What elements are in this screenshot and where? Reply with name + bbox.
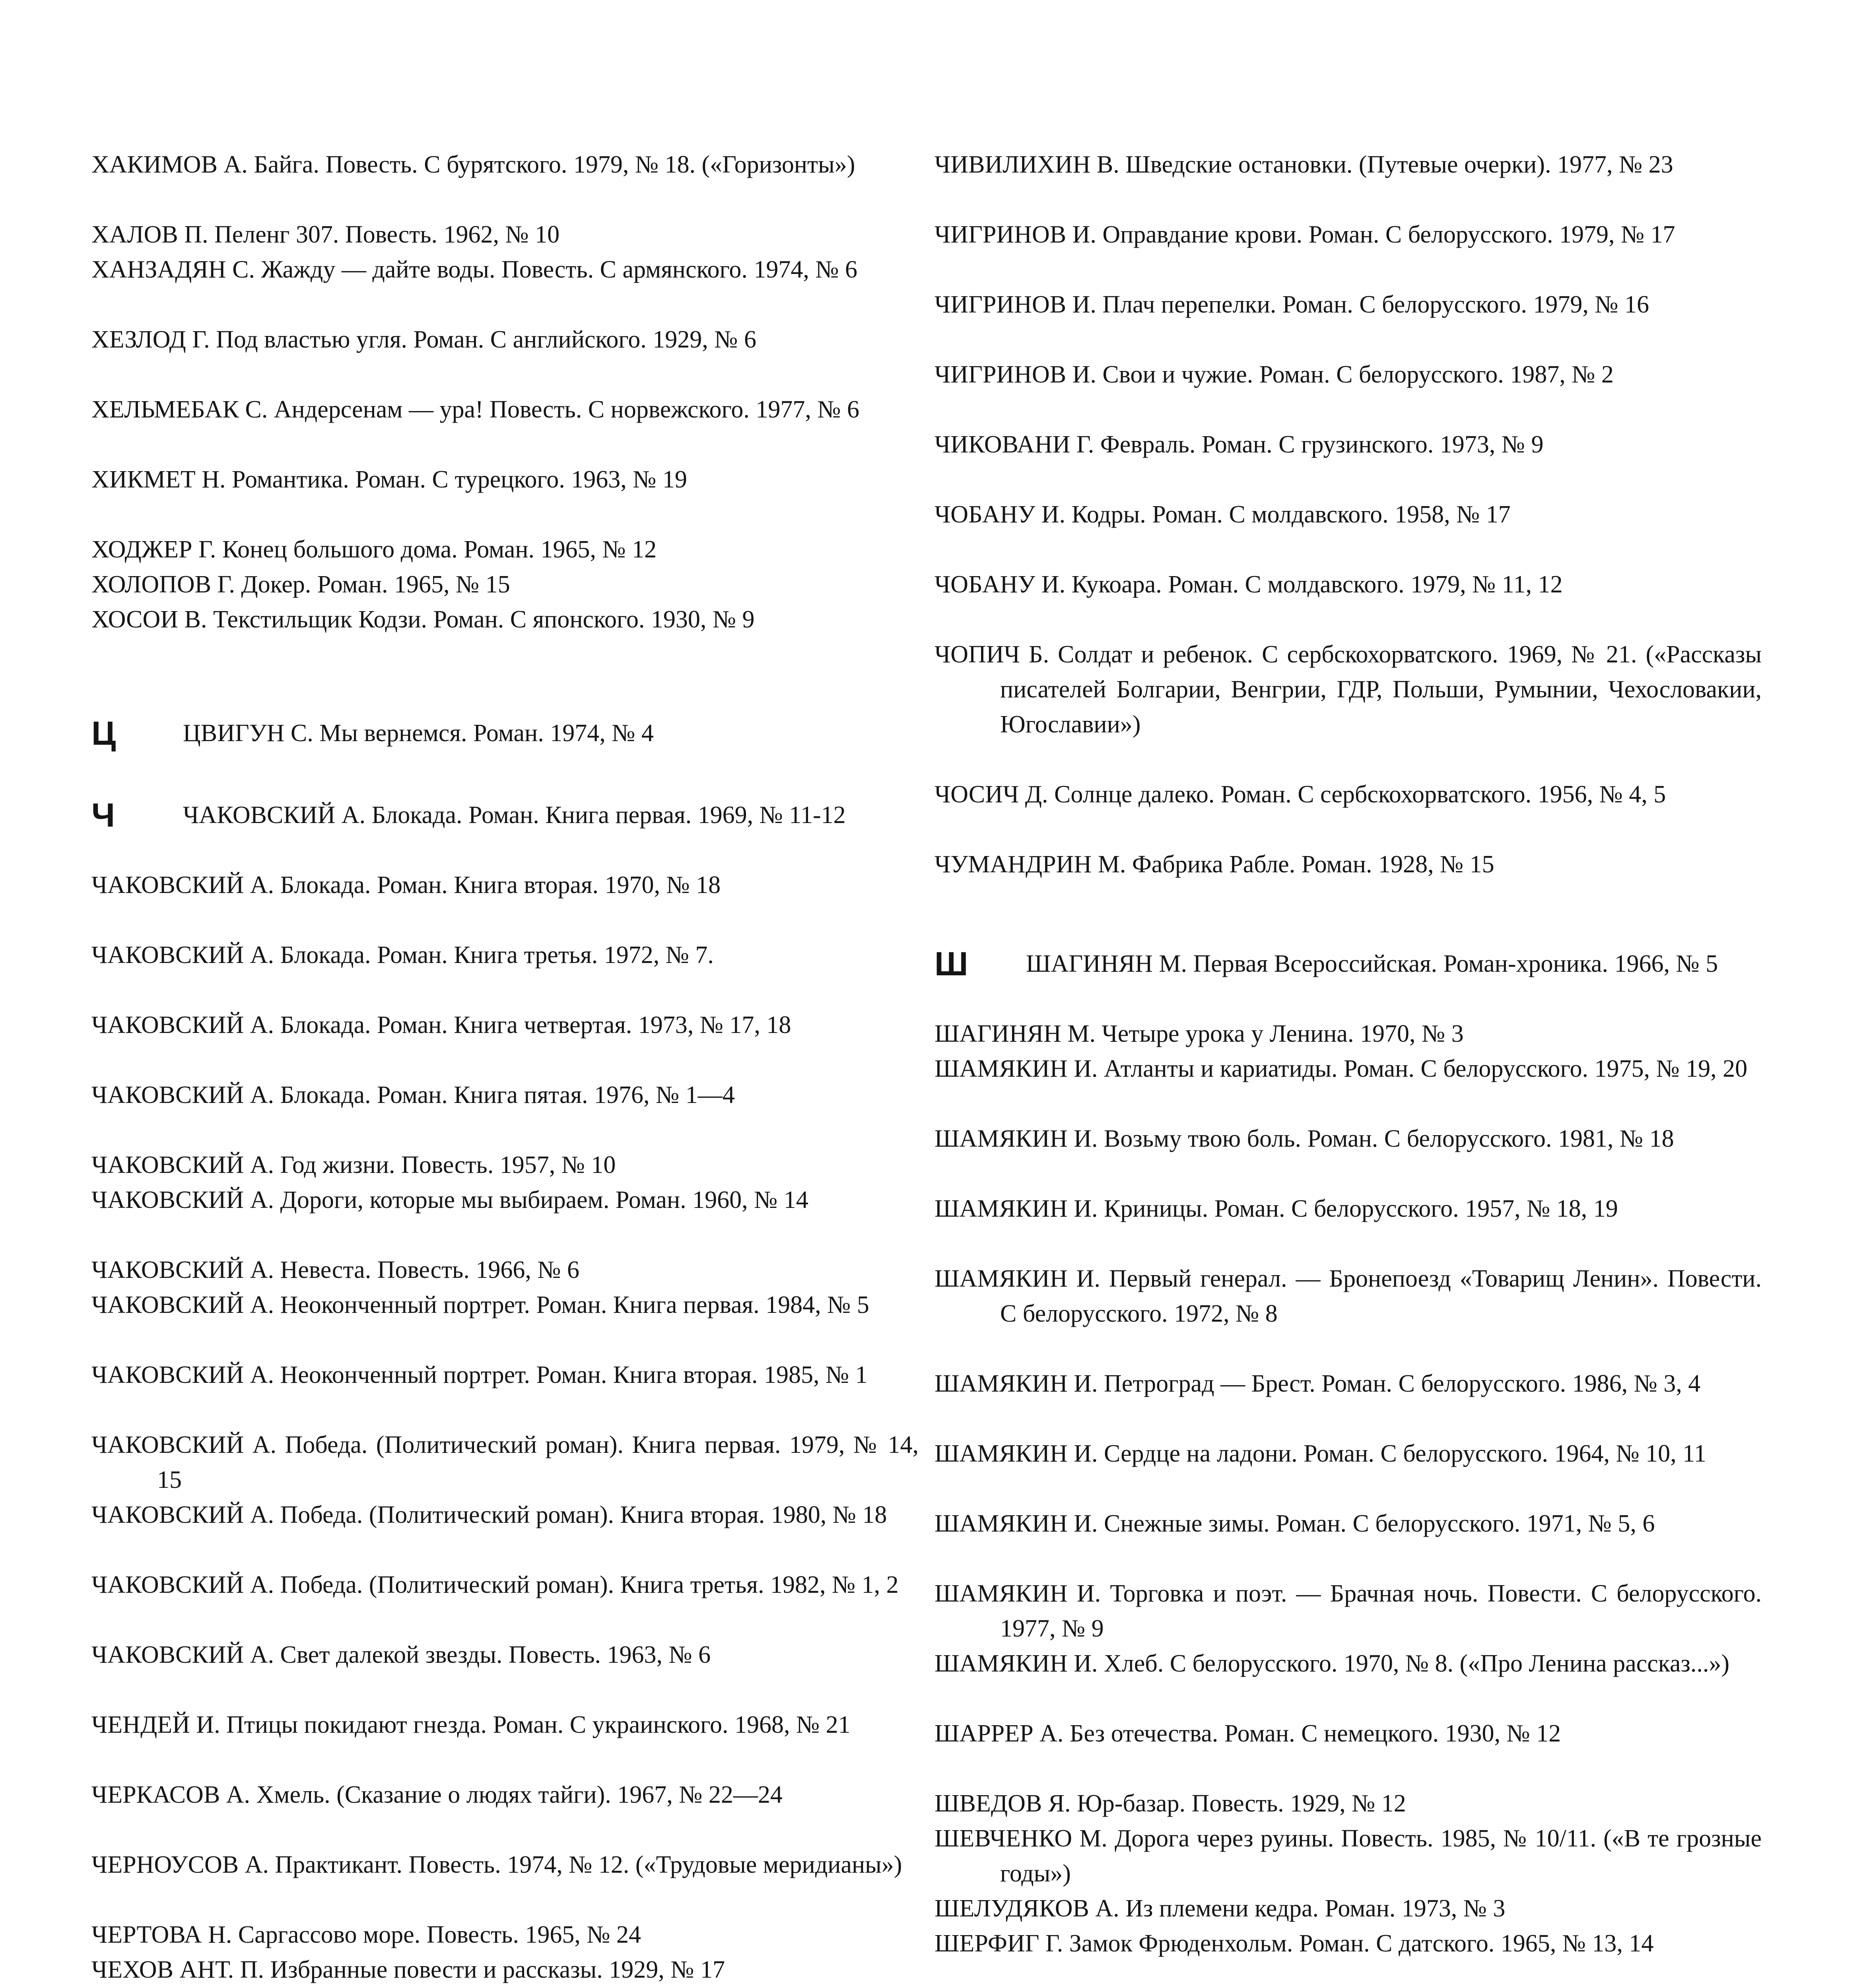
index-entry: ЧАКОВСКИЙ А. Блокада. Роман. Книга первая. 1969, № 11-12 [183, 802, 846, 829]
index-entry: ШАГИНЯН М. Первая Всероссийская. Роман-хроника. 1966, № 5 [1026, 950, 1718, 977]
index-entry: ШАМЯКИН И. Хлеб. С белорусского. 1970, № 8. («Про Ленина рассказ...») [934, 1650, 1730, 1677]
index-entry: ХОЛОПОВ Г. Докер. Роман. 1965, № 15 [91, 571, 510, 598]
index-entry: ЧАКОВСКИЙ А. Победа. (Политический роман). Книга первая. 1979, № 14, 15 [91, 1431, 919, 1493]
index-entry: ЧАКОВСКИЙ А. Неоконченный портрет. Роман. Книга вторая. 1985, № 1 [91, 1361, 868, 1388]
index-entry: ШАРРЕР А. Без отечества. Роман. С немецкого. 1930, № 12 [934, 1720, 1561, 1747]
index-entry: ШАМЯКИН И. Атланты и кариатиды. Роман. С белорусского. 1975, № 19, 20 [934, 1055, 1748, 1082]
index-entry: ЧЕХОВ АНТ. П. Избранные повести и рассказы. 1929, № 17 [91, 1956, 725, 1983]
index-entry: ЧИГРИНОВ И. Плач перепелки. Роман. С белорусского. 1979, № 16 [934, 291, 1649, 318]
index-entry: ЧИГРИНОВ И. Оправдание крови. Роман. С белорусского. 1979, № 17 [934, 221, 1675, 248]
index-entry: ЧАКОВСКИЙ А. Блокада. Роман. Книга третья. 1972, № 7. [91, 942, 714, 969]
index-entry: ШЕРФИГ Г. Замок Фрюденхольм. Роман. С датского. 1965, № 13, 14 [934, 1930, 1654, 1957]
index-entry: ХЕЗЛОД Г. Под властью угля. Роман. С английского. 1929, № 6 [91, 326, 756, 353]
index-entry: ХАЛОВ П. Пеленг 307. Повесть. 1962, № 10 [91, 221, 560, 248]
index-entry: ЧАКОВСКИЙ А. Блокада. Роман. Книга пятая. 1976, № 1—4 [91, 1081, 735, 1109]
index-entry: ШАМЯКИН И. Снежные зимы. Роман. С белорусского. 1971, № 5, 6 [934, 1510, 1655, 1537]
index-entry: ШАМЯКИН И. Первый генерал. — Бронепоезд «Товарищ Ленин». Повести. С белорусского. 1972, № 8 [934, 1265, 1762, 1327]
index-entry: ХОСОИ В. Текстильщик Кодзи. Роман. С японского. 1930, № 9 [91, 606, 755, 633]
index-entry: ЧАКОВСКИЙ А. Блокада. Роман. Книга четвертая. 1973, № 17, 18 [91, 1011, 791, 1039]
index-entry: ЧЕРНОУСОВ А. Практикант. Повесть. 1974, № 12. («Трудовые меридианы») [91, 1851, 902, 1878]
index-entry: ЧОБАНУ И. Кодры. Роман. С молдавского. 1958, № 17 [934, 501, 1511, 528]
index-entry: ШАМЯКИН И. Торговка и поэт. — Брачная ночь. Повести. С белорусского. 1977, № 9 [934, 1580, 1762, 1642]
index-entry: ЧЕРТОВА Н. Саргассово море. Повесть. 1965, № 24 [91, 1921, 641, 1948]
index-entry: ЧУМАНДРИН М. Фабрика Рабле. Роман. 1928, № 15 [934, 851, 1494, 878]
index-entry: ЧАКОВСКИЙ А. Год жизни. Повесть. 1957, № 10 [91, 1151, 616, 1178]
section-letter: Ч [91, 796, 115, 834]
index-entry: ЧЕНДЕЙ И. Птицы покидают гнезда. Роман. С украинского. 1968, № 21 [91, 1711, 851, 1738]
index-entry: ЧИГРИНОВ И. Свои и чужие. Роман. С белорусского. 1987, № 2 [934, 361, 1614, 388]
index-entry: ШАМЯКИН И. Петроград — Брест. Роман. С белорусского. 1986, № 3, 4 [934, 1370, 1701, 1397]
index-entry: ХЕЛЬМЕБАК С. Андерсенам — ура! Повесть. С норвежского. 1977, № 6 [91, 396, 860, 423]
index-entry: ЧОСИЧ Д. Солнце далеко. Роман. С сербскохорватского. 1956, № 4, 5 [934, 781, 1666, 808]
index-entry: ХОДЖЕР Г. Конец большого дома. Роман. 1965, № 12 [91, 536, 657, 563]
index-entry: ЧОПИЧ Б. Солдат и ребенок. С сербскохорватского. 1969, № 21. («Рассказы писателей Болгарии, Венгрии, ГДР, Польши, Румынии, Чехословакии, Югославии») [934, 641, 1762, 738]
index-entry: ЧАКОВСКИЙ А. Победа. (Политический роман). Книга вторая. 1980, № 18 [91, 1501, 887, 1528]
section-letter: Ш [934, 945, 968, 982]
index-entry: ШАГИНЯН М. Четыре урока у Ленина. 1970, № 3 [934, 1020, 1464, 1047]
index-entry: ЧЕРКАСОВ А. Хмель. (Сказание о людях тайги). 1967, № 22—24 [91, 1781, 783, 1808]
index-entry: ШЕВЧЕНКО М. Дорога через руины. Повесть. 1985, № 10/11. («В те грозные годы») [934, 1825, 1762, 1887]
index-entry: ШЕЛУДЯКОВ А. Из племени кедра. Роман. 1973, № 3 [934, 1895, 1506, 1922]
index-entry: ЧИКОВАНИ Г. Февраль. Роман. С грузинского. 1973, № 9 [934, 431, 1544, 458]
index-entry: ЧИВИЛИХИН В. Шведские остановки. (Путевые очерки). 1977, № 23 [934, 151, 1673, 178]
index-entry: ЧАКОВСКИЙ А. Невеста. Повесть. 1966, № 6 [91, 1256, 579, 1283]
index-entry: ЧАКОВСКИЙ А. Блокада. Роман. Книга вторая. 1970, № 18 [91, 872, 721, 899]
index-entry: ШАМЯКИН И. Криницы. Роман. С белорусского. 1957, № 18, 19 [934, 1195, 1618, 1222]
index-entry: ХАНЗАДЯН С. Жажду — дайте воды. Повесть. С армянского. 1974, № 6 [91, 256, 857, 283]
index-entry: ЧАКОВСКИЙ А. Свет далекой звезды. Повесть. 1963, № 6 [91, 1641, 711, 1668]
index-entry: ЧАКОВСКИЙ А. Неоконченный портрет. Роман. Книга первая. 1984, № 5 [91, 1291, 869, 1318]
section-letter: Ц [91, 714, 116, 752]
index-entry: ШАМЯКИН И. Сердце на ладони. Роман. С белорусского. 1964, № 10, 11 [934, 1440, 1706, 1467]
index-entry: ХАКИМОВ А. Байга. Повесть. С бурятского. 1979, № 18. («Горизонты») [91, 151, 855, 178]
index-entry: ШАМЯКИН И. Возьму твою боль. Роман. С белорусского. 1981, № 18 [934, 1125, 1674, 1152]
index-entry: ЧАКОВСКИЙ А. Дороги, которые мы выбираем. Роман. 1960, № 14 [91, 1186, 808, 1213]
index-entry: ШВЕДОВ Я. Юр-базар. Повесть. 1929, № 12 [934, 1790, 1406, 1817]
index-entry: ЦВИГУН С. Мы вернемся. Роман. 1974, № 4 [183, 720, 654, 747]
index-entry: ЧОБАНУ И. Кукоара. Роман. С молдавского. 1979, № 11, 12 [934, 571, 1563, 598]
index-entry: ХИКМЕТ Н. Романтика. Роман. С турецкого. 1963, № 19 [91, 466, 687, 493]
index-entry: ЧАКОВСКИЙ А. Победа. (Политический роман). Книга третья. 1982, № 1, 2 [91, 1571, 899, 1598]
